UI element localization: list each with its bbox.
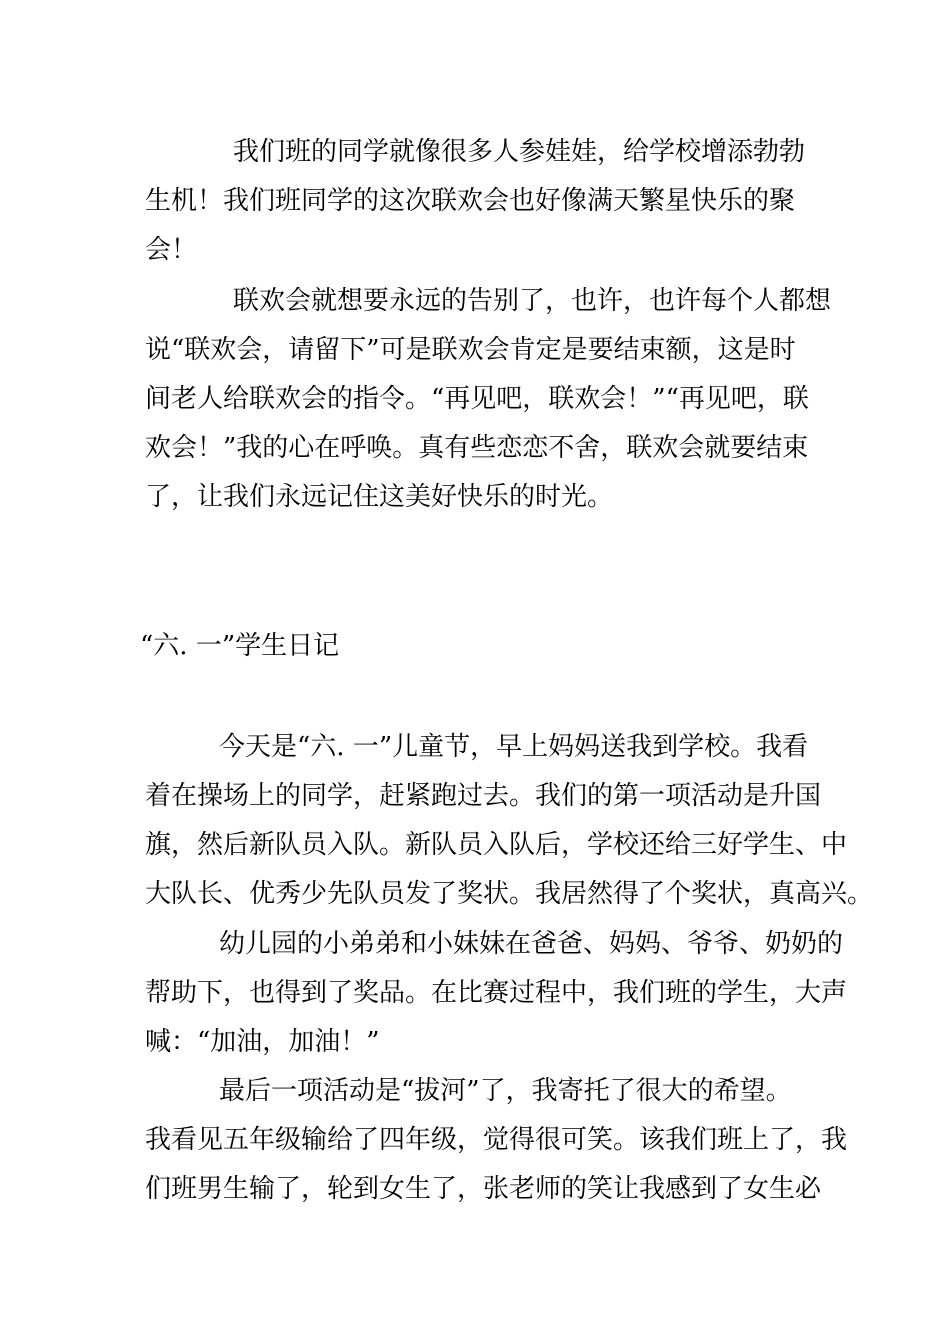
paragraph-line: 今天是“六. 一”儿童节，早上妈妈送我到学校。我看 [219,732,809,762]
paragraph-line: 我看见五年级输给了四年级，觉得很可笑。该我们班上了，我 [145,1125,848,1155]
paragraph-line: 联欢会就想要永远的告别了，也许，也许每个人都想 [233,286,832,316]
paragraph-line: 欢会！”我的心在呼唤。真有些恋恋不舍，联欢会就要结束 [145,433,809,463]
paragraph-line: 最后一项活动是“拔河”了，我寄托了很大的希望。 [219,1076,792,1106]
paragraph-line: 帮助下，也得到了奖品。在比赛过程中，我们班的学生，大声 [145,978,848,1008]
paragraph-line: 了，让我们永远记住这美好快乐的时光。 [145,482,614,512]
paragraph-line: 间老人给联欢会的指令。“再见吧，联欢会！”“再见吧，联 [145,384,809,414]
paragraph-line: 着在操场上的同学，赶紧跑过去。我们的第一项活动是升国 [145,781,822,811]
paragraph-line: 旗，然后新队员入队。新队员入队后，学校还给三好学生、中 [145,830,848,860]
paragraph-line: 我们班的同学就像很多人参娃娃，给学校增添勃勃 [233,137,806,167]
paragraph-line: 喊：“加油，加油！” [145,1027,380,1057]
paragraph-line: 会！ [145,235,198,265]
section-title: “六. 一”学生日记 [140,631,340,661]
paragraph-line: 幼儿园的小弟弟和小妹妹在爸爸、妈妈、爷爷、奶奶的 [219,929,844,959]
paragraph-line: 大队长、优秀少先队员发了奖状。我居然得了个奖状，真高兴。 [145,879,874,909]
paragraph-line: 们班男生输了，轮到女生了，张老师的笑让我感到了女生必 [145,1174,822,1204]
paragraph-line: 说“联欢会，请留下”可是联欢会肯定是要结束额，这是时 [145,335,796,365]
paragraph-line: 生机！我们班同学的这次联欢会也好像满天繁星快乐的聚 [145,186,796,216]
